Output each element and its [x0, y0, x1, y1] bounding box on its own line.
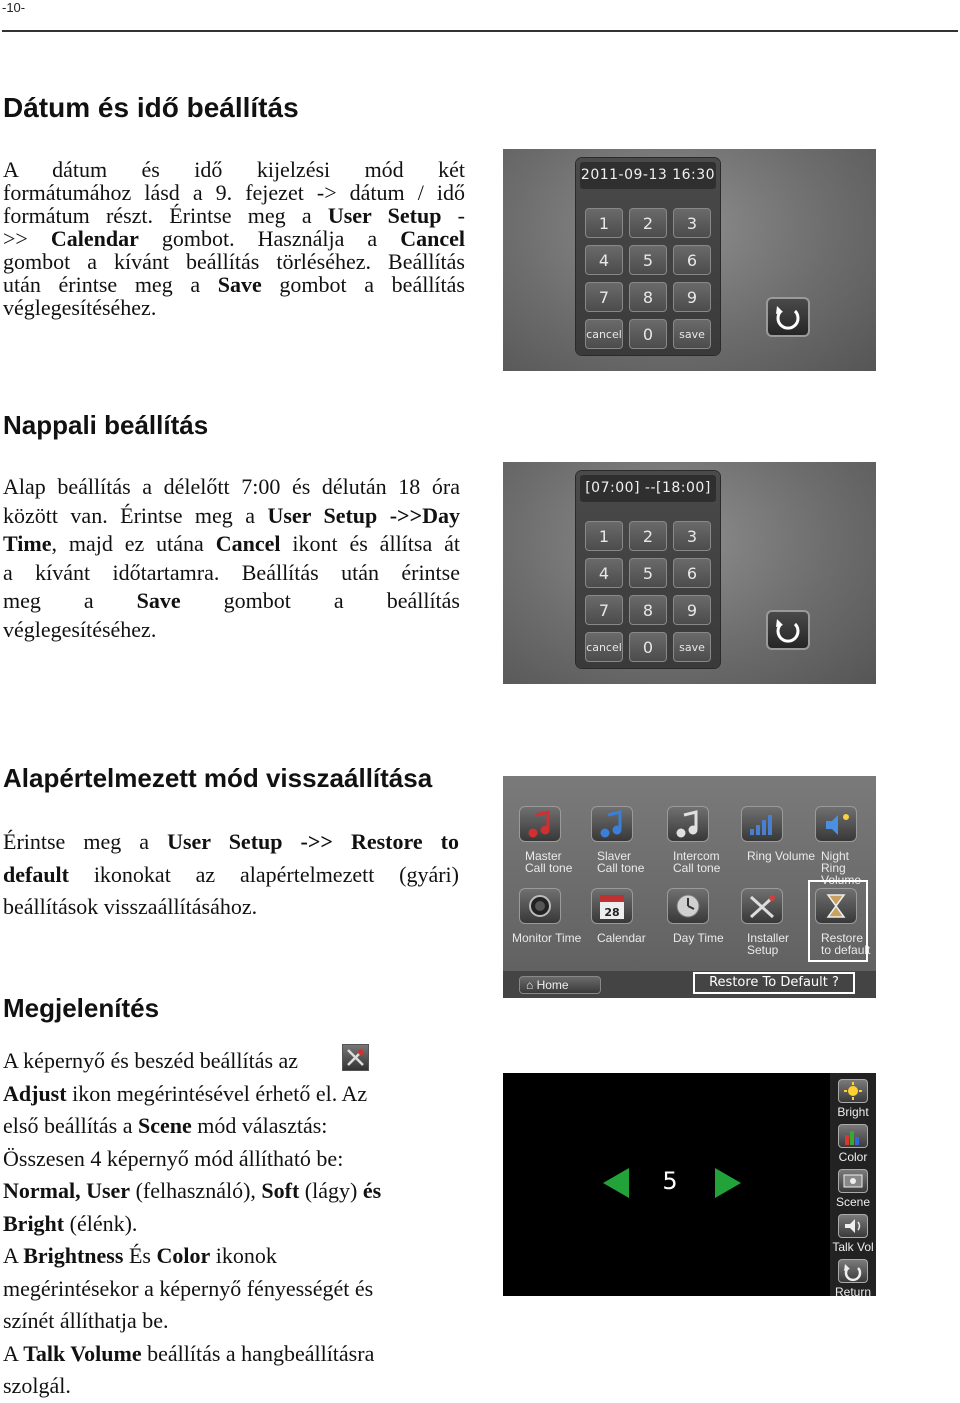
text-line [3, 1370, 443, 1403]
side-button-label: Bright [837, 1105, 869, 1119]
label-line-1: Ring Volume [747, 849, 816, 863]
text-run: formátumához lásd a 9. fejezet -> dátum / idő [3, 180, 465, 205]
setup-item-label [747, 850, 815, 862]
label-line-2: Call tone [525, 861, 573, 875]
refresh-icon [768, 612, 808, 648]
text-line [3, 273, 465, 296]
music-note-icon [592, 807, 632, 841]
keypad-key-5[interactable]: 5 [629, 245, 667, 275]
setup-item-slaver[interactable] [591, 806, 633, 842]
keypad-panel [576, 158, 720, 355]
text-line [3, 502, 460, 531]
keypad-key-save[interactable]: save [673, 319, 711, 349]
color-bars-icon [839, 1125, 867, 1147]
bold-term: és [362, 1178, 382, 1203]
back-button[interactable] [766, 297, 810, 337]
label-line-2: Call tone [597, 861, 645, 875]
text-run: (felhasználó), [130, 1178, 262, 1203]
setup-item-night-ring[interactable] [815, 806, 857, 842]
setup-item-ring-volume[interactable] [741, 806, 783, 842]
bold-term: Cancel [215, 531, 281, 556]
keypad-key-4[interactable]: 4 [585, 245, 623, 275]
bold-term: User Setup ->> Restore to [167, 829, 459, 854]
bold-term: Cancel [400, 226, 465, 251]
display-adjust-screen [503, 1073, 876, 1299]
restore-prompt[interactable]: Restore To Default ? [693, 972, 855, 994]
paragraph-day [3, 473, 460, 644]
increase-arrow-icon[interactable] [713, 1166, 743, 1200]
label-line-1: Slaver [597, 849, 632, 863]
bold-term: User Setup [327, 203, 442, 228]
setup-item-label [597, 850, 644, 874]
tools-icon [742, 889, 782, 923]
section-heading-date: Dátum és idő beállítás [3, 92, 299, 123]
text-line [3, 1273, 443, 1306]
volume-bars-icon [742, 807, 782, 841]
date-display: 2011-09-13 16:30 [580, 162, 716, 189]
setup-item-label [673, 850, 720, 874]
text-line [3, 473, 460, 502]
keypad-key-3[interactable]: 3 [673, 521, 711, 551]
text-line [3, 1110, 443, 1143]
text-run: ikon megérintésével érhető el. Az [66, 1080, 368, 1106]
keypad-key-cancel[interactable]: cancel [585, 632, 623, 662]
setup-item-day-time[interactable] [667, 888, 709, 924]
text-run: beállítás a hangbeállításra [141, 1340, 375, 1366]
clock-icon [668, 889, 708, 923]
keypad-key-5[interactable]: 5 [629, 558, 667, 588]
side-button-color[interactable] [838, 1124, 868, 1148]
label-line-1: Restore [821, 931, 864, 945]
text-run: ikont és állítsa át [280, 531, 460, 556]
setup-item-label [512, 932, 581, 944]
label-line-2: to default [821, 943, 871, 957]
text-line [3, 1305, 443, 1338]
side-button-scene[interactable] [838, 1169, 868, 1193]
bold-term: Save [217, 272, 262, 297]
label-line-1: Monitor Time [512, 931, 582, 945]
text-line [3, 530, 460, 559]
text-run: szolgál. [3, 1373, 71, 1398]
keypad-key-0[interactable]: 0 [629, 319, 667, 349]
bold-term: default [3, 861, 69, 887]
section-heading-restore: Alapértelmezett mód visszaállítása [3, 763, 433, 793]
setup-item-label [525, 850, 572, 874]
back-button[interactable] [766, 610, 810, 650]
text-run: megérintésekor a képernyő fényességét és [3, 1275, 374, 1301]
scene-icon [839, 1170, 867, 1192]
text-run: >> [3, 226, 51, 251]
text-line [3, 1143, 443, 1176]
text-run: gombot a beállítás [261, 272, 465, 297]
bold-term: User Setup ->>Day [267, 502, 460, 528]
label-line-1: Intercom [673, 849, 720, 863]
text-run: A [3, 1243, 24, 1268]
keypad-key-7[interactable]: 7 [585, 282, 623, 312]
restore-highlight [808, 880, 871, 962]
setup-item-master[interactable] [519, 806, 561, 842]
setup-item-monitor-time[interactable] [519, 888, 561, 924]
text-line [3, 1078, 443, 1111]
setup-item-intercom[interactable] [667, 806, 709, 842]
bold-term: Save [136, 588, 181, 613]
home-icon: ⌂ [526, 978, 537, 992]
text-run: véglegesítéséhez. [3, 295, 157, 320]
bold-term: Brightness [23, 1243, 124, 1268]
text-line [3, 1240, 443, 1273]
keypad-key-8[interactable]: 8 [629, 282, 667, 312]
camera-icon [520, 889, 560, 923]
level-value: 5 [662, 1167, 678, 1195]
text-run: Alap beállítás a délelőtt 7:00 és délután 18 óra [3, 474, 460, 499]
text-line [3, 204, 465, 227]
text-run: A képernyő és beszéd beállítás az [3, 1048, 299, 1073]
keypad-key-2[interactable]: 2 [629, 208, 667, 238]
side-button-label: Return [834, 1285, 872, 1299]
text-run: És [123, 1243, 157, 1268]
bold-term: Scene [138, 1113, 192, 1138]
calendar-date-text: 28 [604, 906, 620, 919]
keypad-key-8[interactable]: 8 [629, 595, 667, 625]
text-line [3, 296, 465, 319]
setup-item-installer[interactable] [741, 888, 783, 924]
bold-term: Bright [3, 1210, 65, 1236]
bold-term: Time [3, 531, 52, 556]
text-line [3, 250, 465, 273]
text-run: Összesen 4 képernyő mód állítható be: [3, 1145, 344, 1171]
keypad-key-3[interactable]: 3 [673, 208, 711, 238]
moon-speaker-icon [816, 807, 856, 841]
setup-item-calendar[interactable] [591, 888, 633, 924]
keypad-panel [576, 471, 720, 668]
keypad-key-0[interactable]: 0 [629, 632, 667, 662]
keypad-key-6[interactable]: 6 [673, 245, 711, 275]
bold-term: Calendar [50, 226, 139, 251]
text-run: A dátum és idő kijelzési mód két [3, 157, 465, 182]
sun-icon [839, 1080, 867, 1102]
return-icon [839, 1260, 867, 1282]
text-line [3, 559, 460, 588]
text-line [3, 158, 465, 181]
header-rule [2, 30, 958, 32]
text-run: ikonok [210, 1243, 277, 1268]
text-run: beállítások visszaállításához. [3, 894, 258, 919]
paragraph-date [3, 158, 465, 319]
label-line-2: Call tone [673, 861, 721, 875]
bold-term: Adjust [3, 1080, 67, 1106]
text-run: után érintse meg a [3, 272, 218, 297]
setup-item-label [597, 932, 646, 944]
paragraph-display [3, 1045, 443, 1403]
text-run: a kívánt időtartamra. Beállítás után érintse [3, 559, 460, 585]
paragraph-restore [3, 826, 459, 924]
text-line [3, 826, 459, 859]
text-run: gombot. Használja a [138, 226, 401, 251]
calendar-screen [503, 149, 876, 371]
text-run: mód választás: [191, 1113, 328, 1138]
decrease-arrow-icon[interactable] [601, 1166, 631, 1200]
text-line [3, 616, 460, 645]
label-line-1: Day Time [673, 931, 724, 945]
text-run: ikonokat az alapértelmezett (gyári) [69, 861, 459, 887]
text-run: (élénk). [64, 1210, 138, 1236]
side-button-label: Scene [835, 1195, 871, 1209]
label-line-1: Calendar [597, 931, 646, 945]
text-run: , majd ez utána [51, 531, 216, 556]
text-line [3, 1175, 443, 1208]
bold-term: Talk Volume [23, 1340, 142, 1366]
text-run: gombot a kívánt beállítás törléséhez. Beállítás [3, 249, 465, 274]
keypad-key-cancel[interactable]: cancel [585, 319, 623, 349]
text-run: első beállítás a [3, 1113, 139, 1138]
page-number: -10- [2, 0, 26, 15]
text-run: - [441, 203, 465, 228]
side-button-talk-vol[interactable] [838, 1214, 868, 1238]
daytime-screen [503, 462, 876, 684]
text-run: Érintse meg a [3, 829, 168, 854]
label-line-1: Night Ring [821, 849, 850, 875]
keypad-key-2[interactable]: 2 [629, 521, 667, 551]
text-line [3, 587, 460, 616]
keypad-key-save[interactable]: save [673, 632, 711, 662]
setup-item-label [747, 932, 789, 956]
music-note-icon [668, 807, 708, 841]
home-button[interactable] [519, 976, 601, 994]
section-heading-display: Megjelenítés [3, 993, 160, 1023]
text-run: között van. Érintse meg a [3, 502, 268, 528]
text-line [3, 227, 465, 250]
bold-term: Color [156, 1243, 211, 1268]
label-line-1: Master [525, 849, 562, 863]
text-run: meg a [3, 588, 137, 613]
text-line [3, 1045, 443, 1078]
side-button-bright[interactable] [838, 1079, 868, 1103]
side-button-return[interactable] [838, 1259, 868, 1283]
time-range-display: [07:00] --[18:00] [580, 475, 716, 502]
bold-term: Soft [261, 1178, 300, 1203]
text-run: gombot a beállítás [180, 588, 460, 613]
adjust-icon [342, 1044, 369, 1071]
keypad-key-1[interactable]: 1 [585, 521, 623, 551]
label-line-1: Installer [747, 931, 790, 945]
user-setup-screen [503, 776, 876, 998]
text-run: színét állíthatja be. [3, 1308, 169, 1333]
keypad-key-6[interactable]: 6 [673, 558, 711, 588]
refresh-icon [768, 299, 808, 335]
text-run: véglegesítéséhez. [3, 616, 157, 642]
calendar-icon [592, 889, 632, 923]
label-line-2: Setup [747, 943, 779, 957]
text-line [3, 181, 465, 204]
section-heading-day: Nappali beállítás [3, 410, 209, 440]
text-run: A [3, 1340, 24, 1366]
keypad-key-9[interactable]: 9 [673, 595, 711, 625]
keypad-key-1[interactable]: 1 [585, 208, 623, 238]
side-button-label: Color [838, 1150, 868, 1164]
speaker-icon [839, 1215, 867, 1237]
label-line-2: Volume [821, 873, 862, 887]
text-run: formátum részt. Érintse meg a [3, 203, 328, 228]
text-line [3, 859, 459, 892]
home-label: Home [536, 978, 569, 992]
keypad-key-9[interactable]: 9 [673, 282, 711, 312]
keypad-key-7[interactable]: 7 [585, 595, 623, 625]
side-button-label: Talk Vol [832, 1240, 874, 1254]
music-note-icon [520, 807, 560, 841]
keypad-key-4[interactable]: 4 [585, 558, 623, 588]
text-line [3, 1208, 443, 1241]
text-line [3, 1338, 443, 1371]
text-line [3, 891, 459, 924]
bold-term: Normal, User [3, 1178, 131, 1203]
text-run: (lágy) [299, 1178, 363, 1203]
setup-item-label [673, 932, 724, 944]
